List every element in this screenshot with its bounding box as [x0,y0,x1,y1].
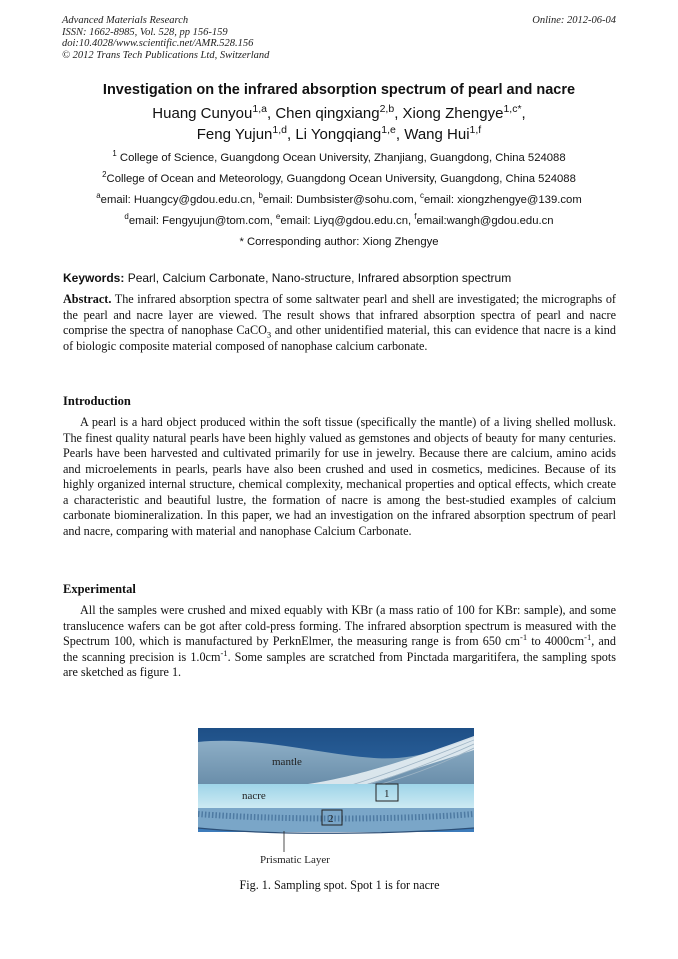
doi-line: doi:10.4028/www.scientific.net/AMR.528.156 [62,38,254,49]
experimental-text: All the samples were crushed and mixed equably with KBr (a mass ratio of 100 for KBr: sample), and some translucence wafers can be got after cold-press forming. The infrared absorption spectrum is measured with the Spectrum 100, which is manufactured by PerknElmer, the measuring range is from 650 $cm^{-1}$ to $4000cm^{-1}$, and the scanning precision is $1.0cm^{-1}$. Some samples are scratched from Pinctada margaritifera, the sampling spots are sketched as figure 1. [63,603,617,679]
figure-caption: Fig. 1. Sampling spot. Spot 1 is for nacre [239,878,440,892]
mantle-label: mantle [272,756,302,768]
email-line-1: $^a$email: Huangcy@gdou.edu.cn, $^b$email: Dumbsister@sohu.com, $^c$email: xiongzhengye@139.com [96,191,582,206]
prismatic-layer-label: Prismatic Layer [260,854,330,866]
white-base [198,832,474,868]
keywords [63,271,615,285]
prismatic-layer [198,808,474,833]
keywords-label: Keywords: [63,271,125,285]
copyright-line: © 2012 Trans Tech Publications Ltd, Switzerland [62,49,270,61]
affiliation-2: $^2$College of Ocean and Meteorology, Guangdong Ocean University, Guangdong, China 524088 [102,170,576,185]
email-line-2: $^d$email: Fengyujun@tom.com, $^e$email: Liyq@gdou.edu.cn, $^f$email:wangh@gdou.edu.cn [124,212,554,227]
journal-header [62,15,269,61]
author-name: Huang Cunyou [152,105,253,122]
online-date: Online: 2012-06-04 [532,15,616,26]
author-list: Huang Cunyou$^{1,a}$, Chen qingxiang$^{2,b}$, Xiong Zhengye$^{1,c*}$, Feng Yujun$^{1,d}$, Li Yongqiang$^{1,e}$, Wang Hui$^{1,f}$ [152,103,526,143]
author-name: Li Yongqiang [295,126,382,143]
abstract: Abstract. The infrared absorption spectra of some saltwater pearl and shell are investigated; the micrographs of the pearl and nacre layer are viewed. The result shows that infrared absorption spectra of pearl and nacre comprise the spectra of nanophase CaCO$_3$ and other unidentified material, this can evidence that nacre is a kind of biologic composite material composed of nanophase calcium carbonate. [63,292,616,353]
author-name: Feng Yujun [196,126,273,143]
introduction-heading: Introduction [63,394,131,408]
sampling-spot-figure [198,728,474,868]
author-name: Xiong Zhengye [402,105,504,122]
experimental-heading: Experimental [63,582,136,596]
author-name: Chen qingxiang [275,105,380,122]
corresponding-author: * Corresponding author: Xiong Zhengye [239,236,439,248]
abstract-label: Abstract. [63,292,112,306]
journal-name: Advanced Materials Research [62,15,189,26]
introduction-text: A pearl is a hard object produced within the soft tissue (specifically the mantle) of a living shelled mollusk. The finest quality natural pearls have been highly valued as gemstones and objects of beauty for many centuries. Pearls have been harvested and cultivated primarily for use in jewelry. Because there are calcium, amino acids and microelements in pearls, pearls have also been crushed and used in cosmetics, medicines. Because of its highly organized internal structure, chemical complexity, mechanical properties and optical effects, which create a characteristic and beautiful lustre, the formation of nacre is among the best-studied examples of calcium carbonate biomineralization. In this paper, we had an investigation on the infrared absorption spectrum of pearl and nacre, comparing with material and nanophase Calcium Carbonate. [63,415,616,538]
nacre-layer [198,784,474,808]
issn-line: ISSN: 1662-8985, Vol. 528, pp 156-159 [62,26,228,38]
affiliation-1: $^1$ College of Science, Guangdong Ocean University, Zhanjiang, Guangdong, China 524088 [112,149,566,164]
author-name: Wang Hui [404,126,470,143]
spot-1-label: 1 [384,788,390,800]
keywords-text: Pearl, Calcium Carbonate, Nano-structure, Infrared absorption spectrum [124,271,512,285]
nacre-label: nacre [242,790,266,802]
spot-2-label: 2 [328,813,334,825]
paper-title: Investigation on the infrared absorption spectrum of pearl and nacre [102,82,576,98]
